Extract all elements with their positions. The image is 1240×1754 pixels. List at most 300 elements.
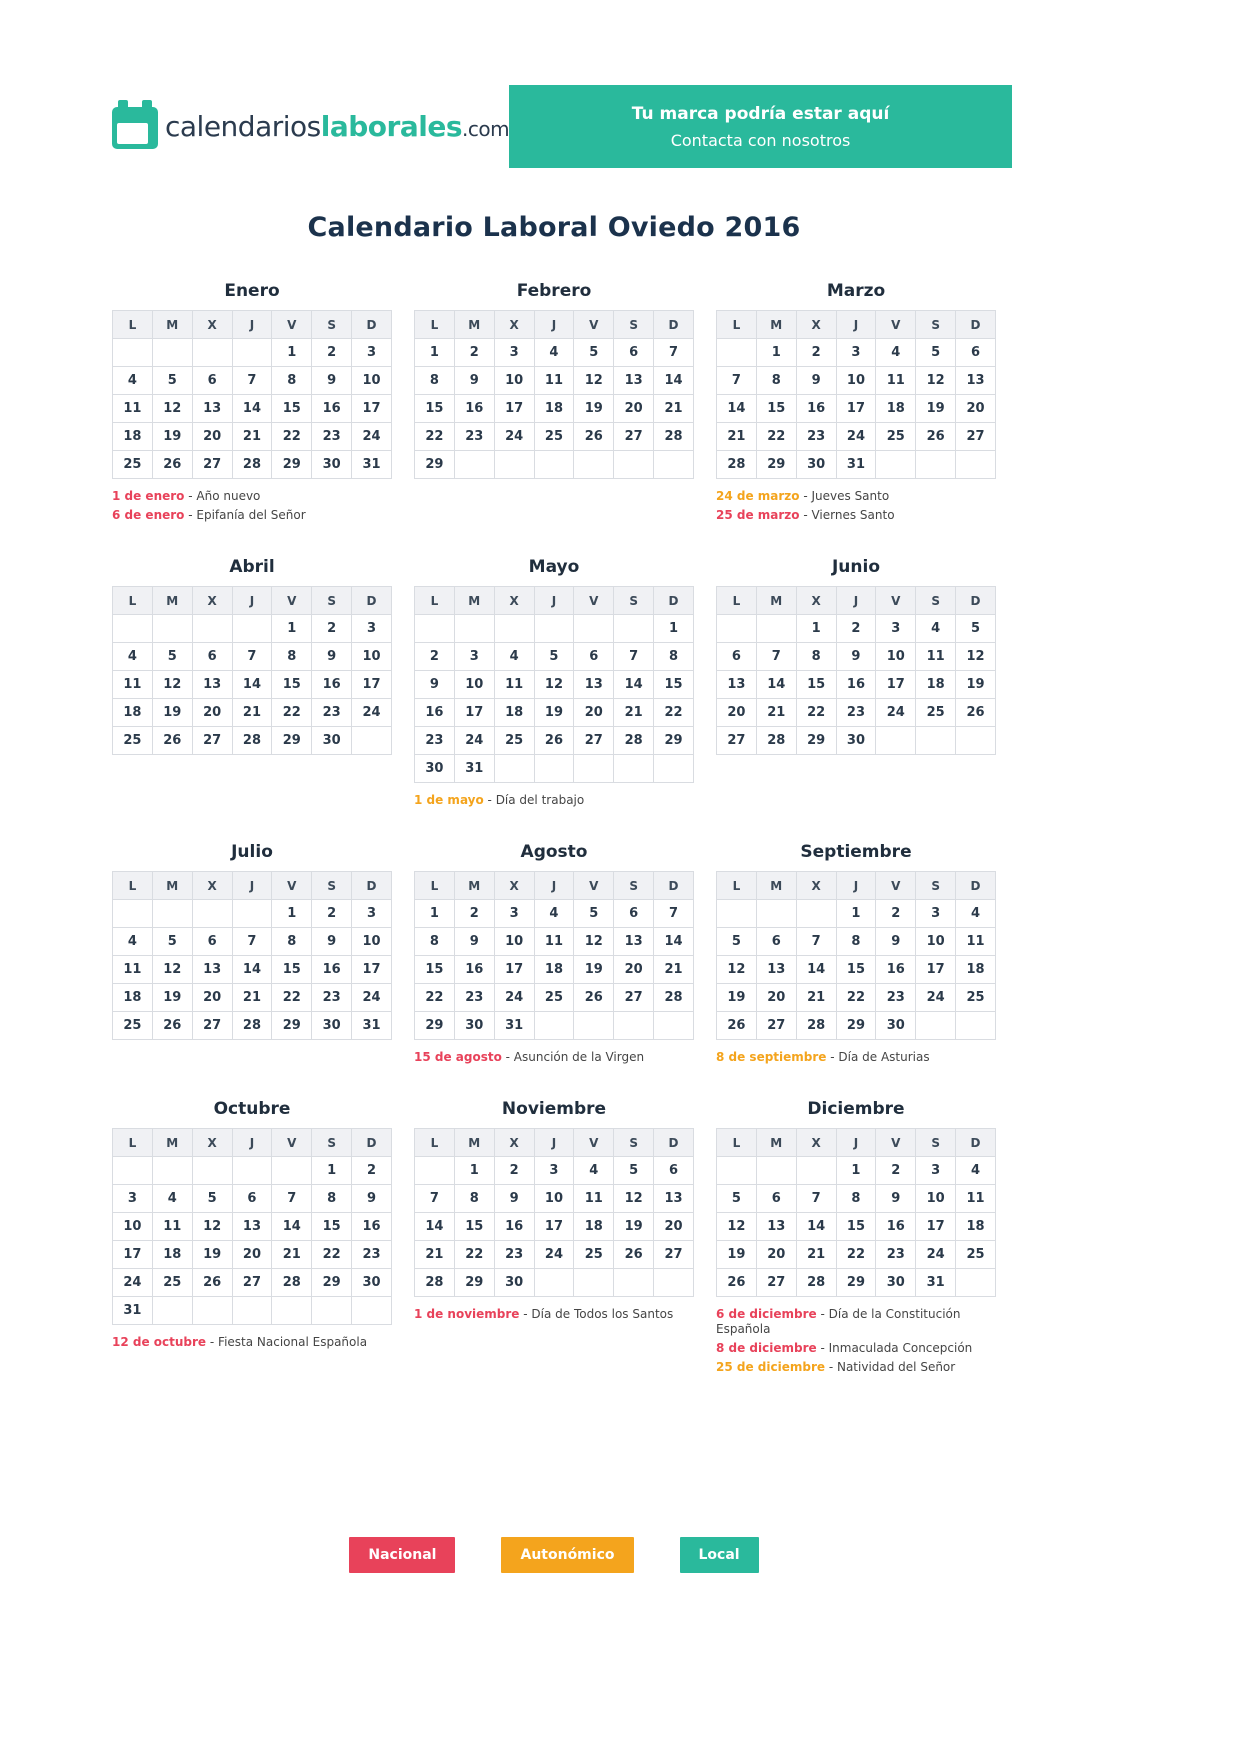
day-cell: 3: [352, 615, 392, 643]
weekday-header: M: [454, 872, 494, 900]
day-cell: 14: [232, 395, 272, 423]
day-cell: 26: [614, 1241, 654, 1269]
page: [112, 0, 1012, 1573]
day-cell: 11: [152, 1213, 192, 1241]
day-cell: 12: [152, 956, 192, 984]
day-cell: 29: [836, 1012, 876, 1040]
weekday-header: X: [192, 587, 232, 615]
day-cell: 29: [654, 727, 694, 755]
legend-date: 25 de diciembre: [716, 1360, 826, 1374]
month-table: [112, 871, 392, 1040]
day-cell: 5: [152, 643, 192, 671]
day-cell: 29: [454, 1269, 494, 1297]
day-cell: 16: [415, 699, 455, 727]
month-septiembre: [716, 842, 996, 1069]
day-cell: 4: [113, 643, 153, 671]
day-cell: 8: [272, 928, 312, 956]
day-cell: 6: [232, 1185, 272, 1213]
day-cell: 6: [717, 643, 757, 671]
day-cell: 11: [574, 1185, 614, 1213]
day-cell: 6: [192, 643, 232, 671]
day-cell: 8: [654, 643, 694, 671]
month-enero: [112, 281, 392, 527]
day-cell: 13: [756, 1213, 796, 1241]
day-cell: 19: [192, 1241, 232, 1269]
day-cell: 28: [614, 727, 654, 755]
day-cell: 1: [796, 615, 836, 643]
legend-date: 1 de mayo: [414, 793, 484, 807]
month-table: [112, 586, 392, 755]
weekday-header: D: [654, 872, 694, 900]
day-cell: 17: [454, 699, 494, 727]
weekday-header: M: [152, 1129, 192, 1157]
weekday-header: V: [574, 1129, 614, 1157]
day-cell: 22: [796, 699, 836, 727]
weekday-header: S: [614, 587, 654, 615]
day-cell: 31: [836, 451, 876, 479]
weekday-header: L: [415, 587, 455, 615]
day-cell: 8: [272, 367, 312, 395]
day-cell: 2: [494, 1157, 534, 1185]
month-title: Mayo: [528, 557, 580, 577]
day-cell: 14: [717, 395, 757, 423]
weekday-header: D: [956, 872, 996, 900]
month-table: [414, 586, 694, 783]
weekday-header: X: [494, 587, 534, 615]
month-table: [414, 1128, 694, 1297]
month-febrero: [414, 281, 694, 479]
day-cell: 28: [796, 1012, 836, 1040]
day-cell: 30: [494, 1269, 534, 1297]
empty-cell: [494, 615, 534, 643]
day-cell: 18: [534, 395, 574, 423]
day-cell: 17: [836, 395, 876, 423]
weekday-header: D: [654, 1129, 694, 1157]
day-cell: 1: [415, 900, 455, 928]
day-cell: 21: [717, 423, 757, 451]
day-cell: 5: [614, 1157, 654, 1185]
day-cell: 17: [113, 1241, 153, 1269]
day-cell: 15: [272, 395, 312, 423]
month-table: [414, 310, 694, 479]
empty-cell: [192, 1297, 232, 1325]
empty-cell: [152, 1157, 192, 1185]
month-title: Julio: [231, 842, 273, 862]
holiday-day-cell: 8: [836, 1185, 876, 1213]
empty-cell: [956, 451, 996, 479]
weekday-header: L: [415, 872, 455, 900]
month-title: Febrero: [516, 281, 592, 301]
day-cell: 27: [232, 1269, 272, 1297]
day-cell: 2: [876, 900, 916, 928]
weekday-header: S: [614, 1129, 654, 1157]
day-cell: 7: [654, 900, 694, 928]
legend-text: - Fiesta Nacional Española: [206, 1335, 368, 1349]
day-cell: 20: [614, 395, 654, 423]
day-cell: 14: [232, 671, 272, 699]
day-cell: 15: [454, 1213, 494, 1241]
day-cell: 26: [956, 699, 996, 727]
day-cell: 11: [534, 367, 574, 395]
ad-banner[interactable]: [509, 85, 1012, 168]
day-cell: 21: [614, 699, 654, 727]
empty-cell: [717, 900, 757, 928]
day-cell: 6: [756, 928, 796, 956]
month-title: Noviembre: [501, 1099, 607, 1119]
legend-buttons: [112, 1537, 996, 1573]
empty-cell: [614, 1012, 654, 1040]
day-cell: 1: [312, 1157, 352, 1185]
month-legends: [716, 1307, 996, 1375]
day-cell: 29: [415, 451, 455, 479]
holiday-day-cell: 24: [836, 423, 876, 451]
day-cell: 13: [614, 367, 654, 395]
day-cell: 7: [654, 339, 694, 367]
empty-cell: [614, 755, 654, 783]
day-cell: 2: [312, 900, 352, 928]
weekday-header: V: [876, 311, 916, 339]
weekday-header: S: [312, 1129, 352, 1157]
legend-date: 15 de agosto: [414, 1050, 502, 1064]
day-cell: 11: [113, 956, 153, 984]
weekday-header: M: [756, 311, 796, 339]
day-cell: 26: [717, 1269, 757, 1297]
weekday-header: V: [272, 587, 312, 615]
day-cell: 14: [796, 956, 836, 984]
weekday-header: V: [272, 1129, 312, 1157]
day-cell: 12: [534, 671, 574, 699]
day-cell: 25: [916, 699, 956, 727]
day-cell: 13: [717, 671, 757, 699]
weekday-header: D: [352, 311, 392, 339]
day-cell: 16: [454, 956, 494, 984]
empty-cell: [494, 451, 534, 479]
day-cell: 11: [113, 395, 153, 423]
empty-cell: [717, 1157, 757, 1185]
month-legends: [414, 793, 694, 808]
day-cell: 23: [796, 423, 836, 451]
day-cell: 31: [454, 755, 494, 783]
day-cell: 17: [534, 1213, 574, 1241]
day-cell: 10: [916, 928, 956, 956]
empty-cell: [796, 1157, 836, 1185]
day-cell: 14: [796, 1213, 836, 1241]
day-cell: 5: [534, 643, 574, 671]
day-cell: 13: [192, 956, 232, 984]
month-legends: [716, 1050, 996, 1065]
day-cell: 14: [272, 1213, 312, 1241]
day-cell: 30: [796, 451, 836, 479]
weekday-header: D: [352, 587, 392, 615]
day-cell: 7: [614, 643, 654, 671]
weekday-header: V: [574, 587, 614, 615]
empty-cell: [113, 900, 153, 928]
day-cell: 10: [876, 643, 916, 671]
legend-text: - Año nuevo: [184, 489, 261, 503]
day-cell: 9: [454, 367, 494, 395]
empty-cell: [717, 339, 757, 367]
month-table: [716, 586, 996, 755]
legend-date: 24 de marzo: [716, 489, 800, 503]
weekday-header: J: [232, 587, 272, 615]
weekday-header: J: [534, 1129, 574, 1157]
logo-wordmark: [165, 110, 509, 143]
day-cell: 20: [717, 699, 757, 727]
holiday-day-cell: 1: [454, 1157, 494, 1185]
legend-text: - Viernes Santo: [799, 508, 895, 522]
day-cell: 6: [654, 1157, 694, 1185]
day-cell: 19: [614, 1213, 654, 1241]
day-cell: 12: [152, 671, 192, 699]
weekday-header: M: [454, 311, 494, 339]
day-cell: 26: [574, 984, 614, 1012]
day-cell: 30: [836, 727, 876, 755]
weekday-header: M: [152, 587, 192, 615]
legend-date: 6 de diciembre: [716, 1307, 817, 1321]
empty-cell: [232, 1157, 272, 1185]
day-cell: 11: [956, 1185, 996, 1213]
day-cell: 27: [614, 984, 654, 1012]
site-logo[interactable]: [112, 105, 509, 149]
month-abril: [112, 557, 392, 755]
day-cell: 14: [232, 956, 272, 984]
day-cell: 23: [454, 984, 494, 1012]
day-cell: 19: [534, 699, 574, 727]
day-cell: 17: [494, 395, 534, 423]
weekday-header: J: [232, 872, 272, 900]
holiday-day-cell: 6: [192, 367, 232, 395]
weekday-header: S: [916, 311, 956, 339]
day-cell: 25: [534, 984, 574, 1012]
day-cell: 21: [796, 984, 836, 1012]
empty-cell: [192, 339, 232, 367]
day-cell: 11: [876, 367, 916, 395]
day-cell: 27: [192, 451, 232, 479]
day-cell: 21: [415, 1241, 455, 1269]
day-cell: 7: [756, 643, 796, 671]
day-cell: 18: [152, 1241, 192, 1269]
day-cell: 21: [272, 1241, 312, 1269]
legend-line: [716, 489, 996, 504]
day-cell: 18: [956, 956, 996, 984]
empty-cell: [192, 900, 232, 928]
day-cell: 22: [756, 423, 796, 451]
day-cell: 30: [312, 727, 352, 755]
empty-cell: [113, 1157, 153, 1185]
logo-part-laborales: laborales: [320, 110, 462, 143]
day-cell: 6: [574, 643, 614, 671]
day-cell: 31: [352, 1012, 392, 1040]
autonomic-button[interactable]: Autonómico: [501, 1537, 633, 1573]
day-cell: 22: [836, 1241, 876, 1269]
day-cell: 25: [534, 423, 574, 451]
weekday-header: J: [534, 311, 574, 339]
month-title: Diciembre: [807, 1099, 905, 1119]
month-agosto: [414, 842, 694, 1069]
day-cell: 24: [113, 1269, 153, 1297]
empty-cell: [352, 727, 392, 755]
day-cell: 4: [956, 1157, 996, 1185]
empty-cell: [232, 339, 272, 367]
weekday-header: L: [717, 872, 757, 900]
local-button[interactable]: Local: [680, 1537, 759, 1573]
day-cell: 12: [574, 367, 614, 395]
day-cell: 5: [717, 928, 757, 956]
day-cell: 17: [352, 956, 392, 984]
day-cell: 9: [352, 1185, 392, 1213]
month-legends: [112, 489, 392, 523]
empty-cell: [152, 900, 192, 928]
day-cell: 18: [876, 395, 916, 423]
day-cell: 8: [756, 367, 796, 395]
day-cell: 24: [876, 699, 916, 727]
day-cell: 15: [654, 671, 694, 699]
legend-line: [716, 1360, 996, 1375]
day-cell: 7: [232, 928, 272, 956]
day-cell: 27: [192, 1012, 232, 1040]
day-cell: 16: [876, 956, 916, 984]
day-cell: 22: [836, 984, 876, 1012]
day-cell: 2: [454, 900, 494, 928]
day-cell: 10: [494, 928, 534, 956]
day-cell: 7: [232, 367, 272, 395]
weekday-header: D: [654, 311, 694, 339]
day-cell: 11: [956, 928, 996, 956]
day-cell: 9: [876, 928, 916, 956]
day-cell: 27: [574, 727, 614, 755]
legend-date: 1 de enero: [112, 489, 185, 503]
day-cell: 14: [654, 367, 694, 395]
month-table: [112, 1128, 392, 1325]
day-cell: 25: [113, 451, 153, 479]
weekday-header: J: [232, 1129, 272, 1157]
day-cell: 16: [876, 1213, 916, 1241]
day-cell: 16: [836, 671, 876, 699]
day-cell: 24: [534, 1241, 574, 1269]
day-cell: 15: [756, 395, 796, 423]
day-cell: 15: [836, 956, 876, 984]
month-title: Enero: [224, 281, 280, 301]
day-cell: 24: [352, 984, 392, 1012]
day-cell: 28: [232, 451, 272, 479]
empty-cell: [717, 615, 757, 643]
day-cell: 23: [876, 984, 916, 1012]
day-cell: 5: [956, 615, 996, 643]
weekday-header: S: [614, 872, 654, 900]
legend-text: - Día de la Constitución Española: [716, 1307, 961, 1336]
day-cell: 24: [916, 1241, 956, 1269]
day-cell: 8: [796, 643, 836, 671]
empty-cell: [756, 1157, 796, 1185]
weekday-header: X: [796, 872, 836, 900]
day-cell: 12: [574, 928, 614, 956]
day-cell: 16: [312, 395, 352, 423]
day-cell: 12: [717, 956, 757, 984]
day-cell: 23: [312, 423, 352, 451]
day-cell: 3: [352, 339, 392, 367]
day-cell: 27: [717, 727, 757, 755]
day-cell: 19: [152, 984, 192, 1012]
day-cell: 13: [956, 367, 996, 395]
logo-part-calendarios: calendarios: [165, 110, 321, 143]
empty-cell: [352, 1297, 392, 1325]
day-cell: 22: [312, 1241, 352, 1269]
day-cell: 23: [352, 1241, 392, 1269]
weekday-header: X: [192, 1129, 232, 1157]
weekday-header: M: [756, 587, 796, 615]
day-cell: 30: [415, 755, 455, 783]
day-cell: 17: [876, 671, 916, 699]
day-cell: 8: [415, 367, 455, 395]
legend-date: 8 de septiembre: [716, 1050, 827, 1064]
day-cell: 3: [916, 900, 956, 928]
day-cell: 29: [836, 1269, 876, 1297]
month-title: Septiembre: [800, 842, 912, 862]
day-cell: 1: [272, 615, 312, 643]
empty-cell: [956, 727, 996, 755]
day-cell: 22: [272, 423, 312, 451]
day-cell: 28: [415, 1269, 455, 1297]
weekday-header: D: [956, 587, 996, 615]
legend-text: - Día de Asturias: [826, 1050, 930, 1064]
day-cell: 19: [574, 395, 614, 423]
holiday-day-cell: 25: [956, 1241, 996, 1269]
empty-cell: [192, 1157, 232, 1185]
empty-cell: [152, 1297, 192, 1325]
weekday-header: X: [796, 587, 836, 615]
day-cell: 3: [352, 900, 392, 928]
day-cell: 18: [113, 984, 153, 1012]
month-mayo: [414, 557, 694, 812]
calendar-icon-page: [117, 123, 148, 144]
holiday-day-cell: 12: [192, 1213, 232, 1241]
weekday-header: S: [916, 1129, 956, 1157]
legend-line: [716, 1307, 996, 1337]
empty-cell: [574, 615, 614, 643]
day-cell: 10: [454, 671, 494, 699]
day-cell: 29: [272, 451, 312, 479]
day-cell: 21: [654, 395, 694, 423]
day-cell: 25: [113, 1012, 153, 1040]
day-cell: 18: [916, 671, 956, 699]
empty-cell: [916, 1012, 956, 1040]
day-cell: 29: [272, 1012, 312, 1040]
day-cell: 14: [415, 1213, 455, 1241]
month-legends: [414, 1050, 694, 1065]
day-cell: 5: [152, 367, 192, 395]
month-title: Agosto: [520, 842, 588, 862]
day-cell: 1: [415, 339, 455, 367]
national-button[interactable]: Nacional: [349, 1537, 455, 1573]
empty-cell: [614, 615, 654, 643]
weekday-header: L: [717, 587, 757, 615]
day-cell: 10: [113, 1213, 153, 1241]
day-cell: 26: [192, 1269, 232, 1297]
day-cell: 23: [876, 1241, 916, 1269]
weekday-header: M: [454, 1129, 494, 1157]
day-cell: 3: [836, 339, 876, 367]
day-cell: 11: [113, 671, 153, 699]
empty-cell: [876, 451, 916, 479]
day-cell: 28: [717, 451, 757, 479]
empty-cell: [654, 1012, 694, 1040]
empty-cell: [192, 615, 232, 643]
banner-contact-link[interactable]: Contacta con nosotros: [670, 130, 851, 150]
empty-cell: [916, 451, 956, 479]
day-cell: 2: [415, 643, 455, 671]
day-cell: 3: [113, 1185, 153, 1213]
empty-cell: [796, 900, 836, 928]
